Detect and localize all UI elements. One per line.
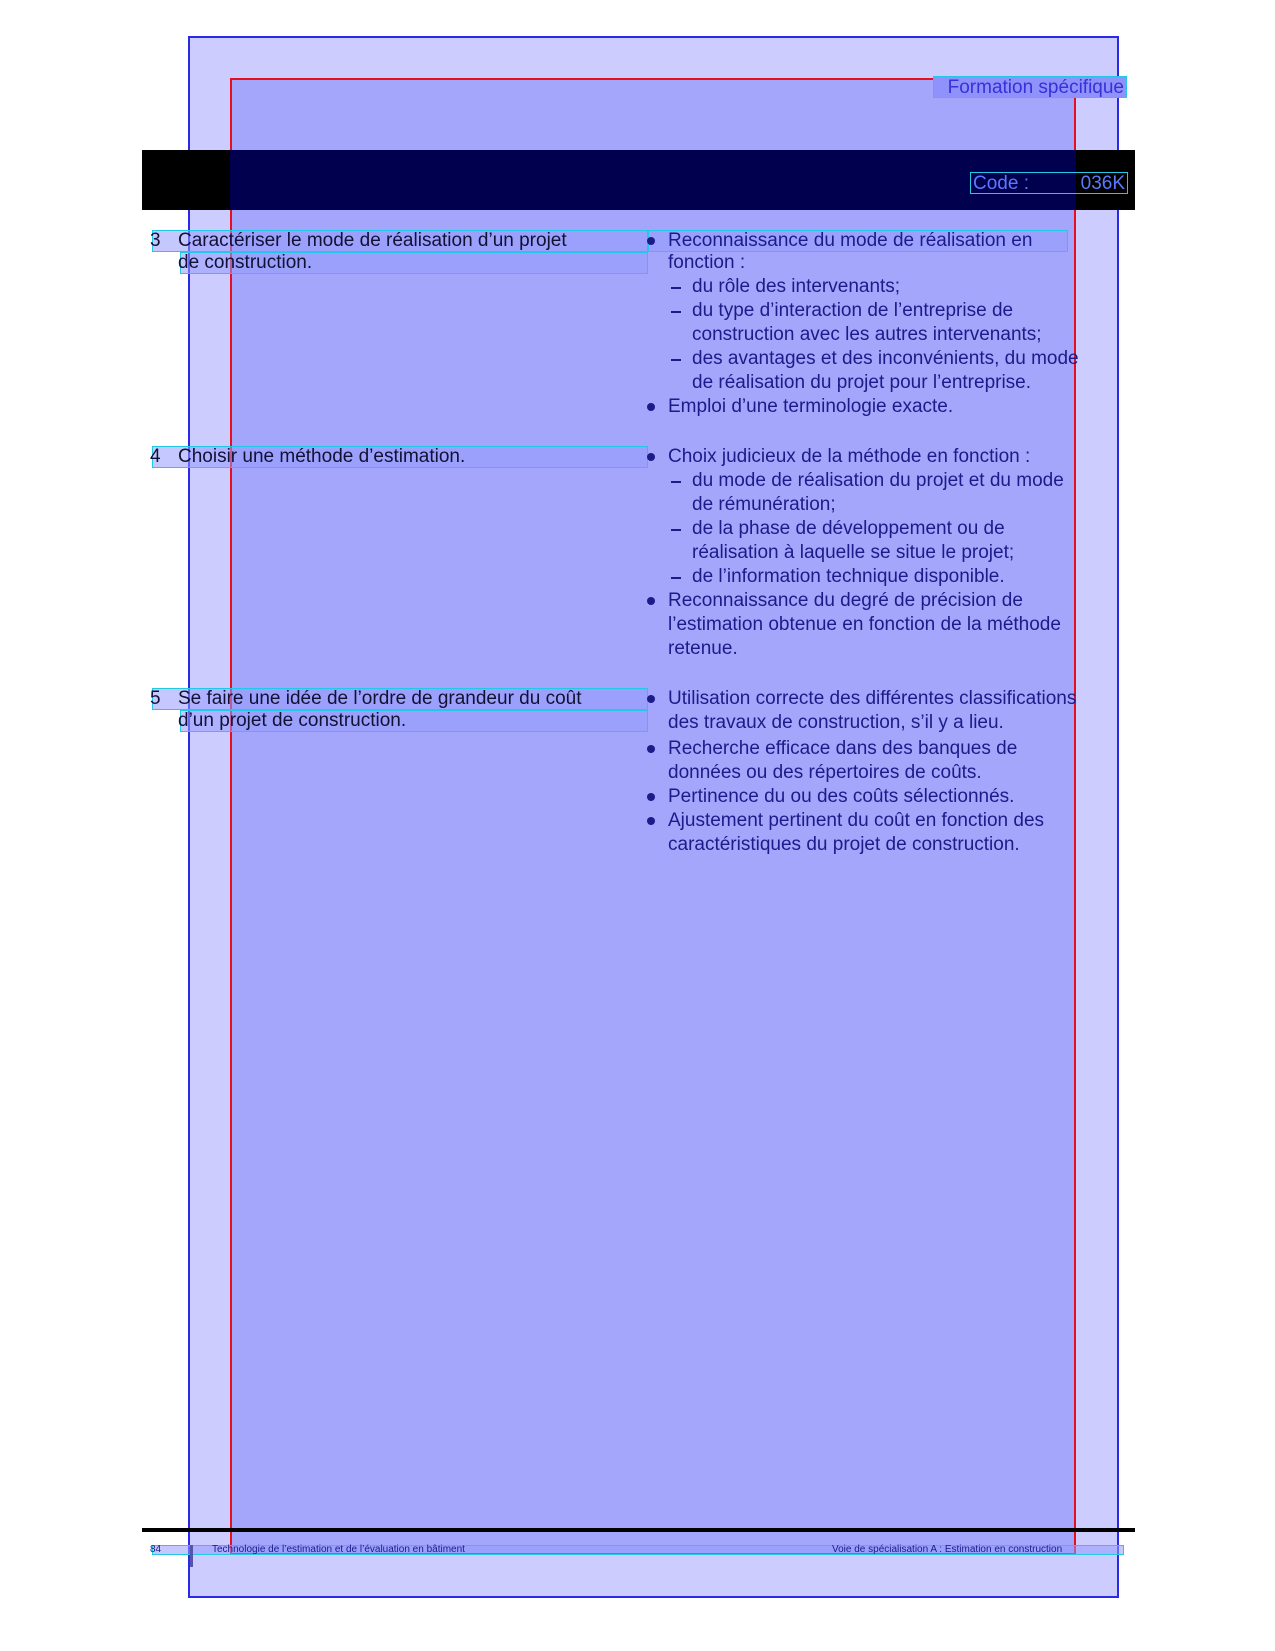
- bullet-icon: [647, 793, 655, 801]
- dash-icon: [671, 481, 681, 483]
- criterion-line: fonction :: [668, 252, 746, 273]
- criterion-line: de l’information technique disponible.: [692, 566, 1005, 587]
- objective-number: 4: [150, 446, 161, 467]
- criterion-line: retenue.: [668, 638, 738, 659]
- bullet-icon: [647, 453, 655, 461]
- bullet-icon: [647, 403, 655, 411]
- criterion-line: réalisation à laquelle se situe le projet;: [692, 542, 1015, 563]
- dash-icon: [671, 287, 681, 289]
- objective-text-line: d’un projet de construction.: [178, 710, 407, 731]
- criterion-line: du mode de réalisation du projet et du mode: [692, 470, 1064, 491]
- section-label: Formation spécifique: [933, 76, 1127, 98]
- criterion-line: des travaux de construction, s’il y a lieu.: [668, 712, 1004, 733]
- dash-icon: [671, 311, 681, 313]
- objective-text-line: de construction.: [178, 252, 313, 273]
- criterion-line: de réalisation du projet pour l’entreprise.: [692, 372, 1032, 393]
- dash-icon: [671, 577, 681, 579]
- bullet-icon: [647, 745, 655, 753]
- criterion-line: du rôle des intervenants;: [692, 276, 901, 297]
- criterion-line: caractéristiques du projet de construction.: [668, 834, 1020, 855]
- objective-text-line: Choisir une méthode d’estimation.: [178, 446, 466, 467]
- bullet-icon: [647, 695, 655, 703]
- code-value: 036K: [1080, 173, 1125, 194]
- criterion-line: données ou des répertoires de coûts.: [668, 762, 982, 783]
- criterion-line: du type d’interaction de l’entreprise de: [692, 300, 1014, 321]
- footer-left-text: Technologie de l’estimation et de l’évaluation en bâtiment: [212, 1544, 465, 1555]
- objective-number: 3: [150, 230, 161, 251]
- criterion-line: Utilisation correcte des différentes classifications: [668, 688, 1077, 709]
- page-number: 84: [150, 1544, 162, 1555]
- footer-rule: [142, 1528, 1135, 1532]
- criterion-line: Recherche efficace dans des banques de: [668, 738, 1018, 759]
- bullet-icon: [647, 597, 655, 605]
- objective-text-line: Caractériser le mode de réalisation d’un projet: [178, 230, 567, 251]
- criterion-line: Choix judicieux de la méthode en fonction :: [668, 446, 1031, 467]
- criterion-line: Pertinence du ou des coûts sélectionnés.: [668, 786, 1015, 807]
- code-label: Code :: [973, 173, 1029, 194]
- bullet-icon: [647, 237, 655, 245]
- bullet-icon: [647, 817, 655, 825]
- criterion-line: Reconnaissance du degré de précision de: [668, 590, 1023, 611]
- code-box: [970, 172, 1128, 194]
- objective-text-line: Se faire une idée de l’ordre de grandeur du coût: [178, 688, 582, 709]
- footer-right-text: Voie de spécialisation A : Estimation en construction: [832, 1544, 1063, 1555]
- criterion-line: l’estimation obtenue en fonction de la méthode: [668, 614, 1061, 635]
- criterion-line: Ajustement pertinent du coût en fonction des: [668, 810, 1045, 831]
- dash-icon: [671, 529, 681, 531]
- footer-bar: [190, 1545, 193, 1567]
- criterion-line: de rémunération;: [692, 494, 836, 515]
- objective-number: 5: [150, 688, 161, 709]
- header-band-inner: [230, 150, 1076, 210]
- criterion-line: Emploi d’une terminologie exacte.: [668, 396, 954, 417]
- dash-icon: [671, 359, 681, 361]
- criterion-line: construction avec les autres intervenants;: [692, 324, 1042, 345]
- criterion-line: Reconnaissance du mode de réalisation en: [668, 230, 1033, 251]
- criterion-line: de la phase de développement ou de: [692, 518, 1005, 539]
- criterion-line: des avantages et des inconvénients, du mode: [692, 348, 1079, 369]
